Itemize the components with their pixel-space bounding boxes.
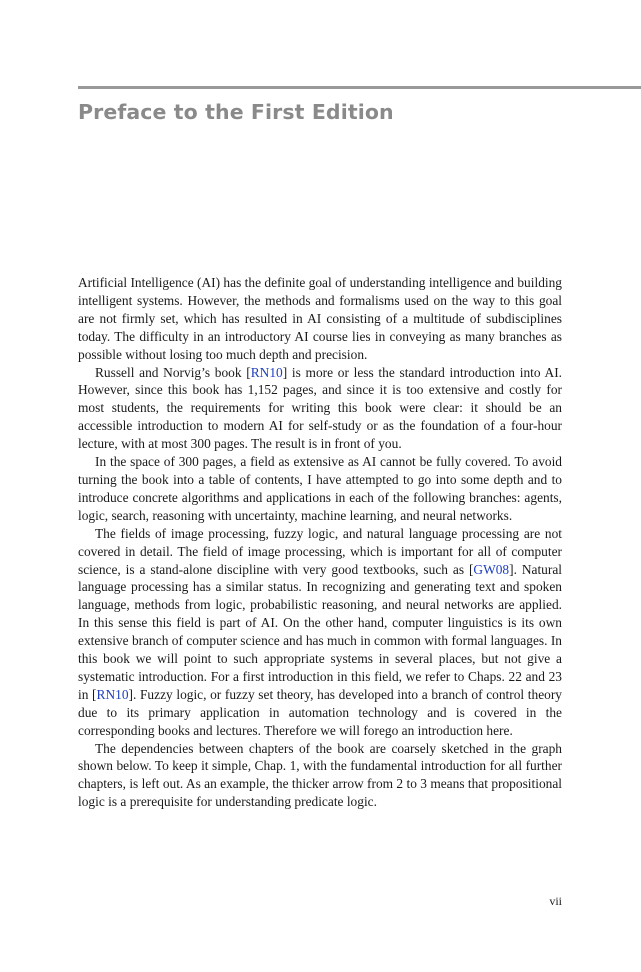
citation-link[interactable]: RN10 <box>96 686 129 702</box>
paragraph-1 <box>78 274 562 364</box>
paragraph-text: The dependencies between chapters of the book are coarsely sketched in the graph shown below. To keep it simple, Chap. 1, with the fundamental introduction for all further chapters, is left out. As an example, the thicker arrow from 2 to 3 means that propositional logic is a prerequisite for understanding predicate logic. <box>78 740 562 810</box>
paragraph-3 <box>78 453 562 525</box>
paragraph-text: Artificial Intelligence (AI) has the definite goal of understanding intelligence and building intelligent systems. However, the methods and formalisms used on the way to this goal are not firmly set, which has resulted in AI consisting of a multitude of subdisciplines today. The difficulty in an introductory AI course lies in conveying as many branches as possible without losing too much depth and precision. <box>78 275 562 362</box>
paragraph-2 <box>78 364 562 454</box>
paragraph-text: ] is more or less the standard introduction into AI. However, since this book has 1,152 pages, and since it is too extensive and costly for most students, the requirements for writing this book were clear: it should be an accessible introduction to modern AI for self-study or as the foundation of a four-hour lecture, with at most 300 pages. The result is in front of you. <box>78 364 562 452</box>
page-number: vii <box>549 894 562 908</box>
preface-body <box>78 274 562 811</box>
paragraph-4 <box>78 525 562 740</box>
citation-link[interactable]: RN10 <box>250 364 283 380</box>
paragraph-text: ]. Fuzzy logic, or fuzzy set theory, has developed into a branch of control theory due to its primary application in automation technology and is covered in the corresponding books and lectures. Therefore we will forego an introduction here. <box>78 686 562 738</box>
paragraph-text: ]. Natural language processing has a similar status. In recognizing and generating text and spoken language, methods from logic, probabilistic reasoning, and neural networks are applied. In this sense this field is part of AI. On the other hand, computer linguistics is its own extensive branch of computer science and has much in common with formal languages. In this book we will point to such appropriate systems in several places, but not give a systematic introduction. For a first introduction in this field, we refer to Chaps. 22 and 23 in [ <box>78 561 562 702</box>
chapter-title: Preface to the First Edition <box>78 100 394 124</box>
paragraph-text: The fields of image processing, fuzzy logic, and natural language processing are not covered in detail. The field of image processing, which is important for all of computer science, is a stand-alone discipline with very good textbooks, such as [ <box>78 525 562 577</box>
paragraph-text: Russell and Norvig’s book [ <box>95 364 251 380</box>
paragraph-5 <box>78 740 562 812</box>
header-rule <box>78 86 641 89</box>
citation-link[interactable]: GW08 <box>473 561 510 577</box>
paragraph-text: In the space of 300 pages, a field as extensive as AI cannot be fully covered. To avoid turning the book into a table of contents, I have attempted to go into some depth and to introduce concrete algorithms and applications in each of the following branches: agents, logic, search, reasoning with uncertainty, machine learning, and neural networks. <box>78 454 562 523</box>
